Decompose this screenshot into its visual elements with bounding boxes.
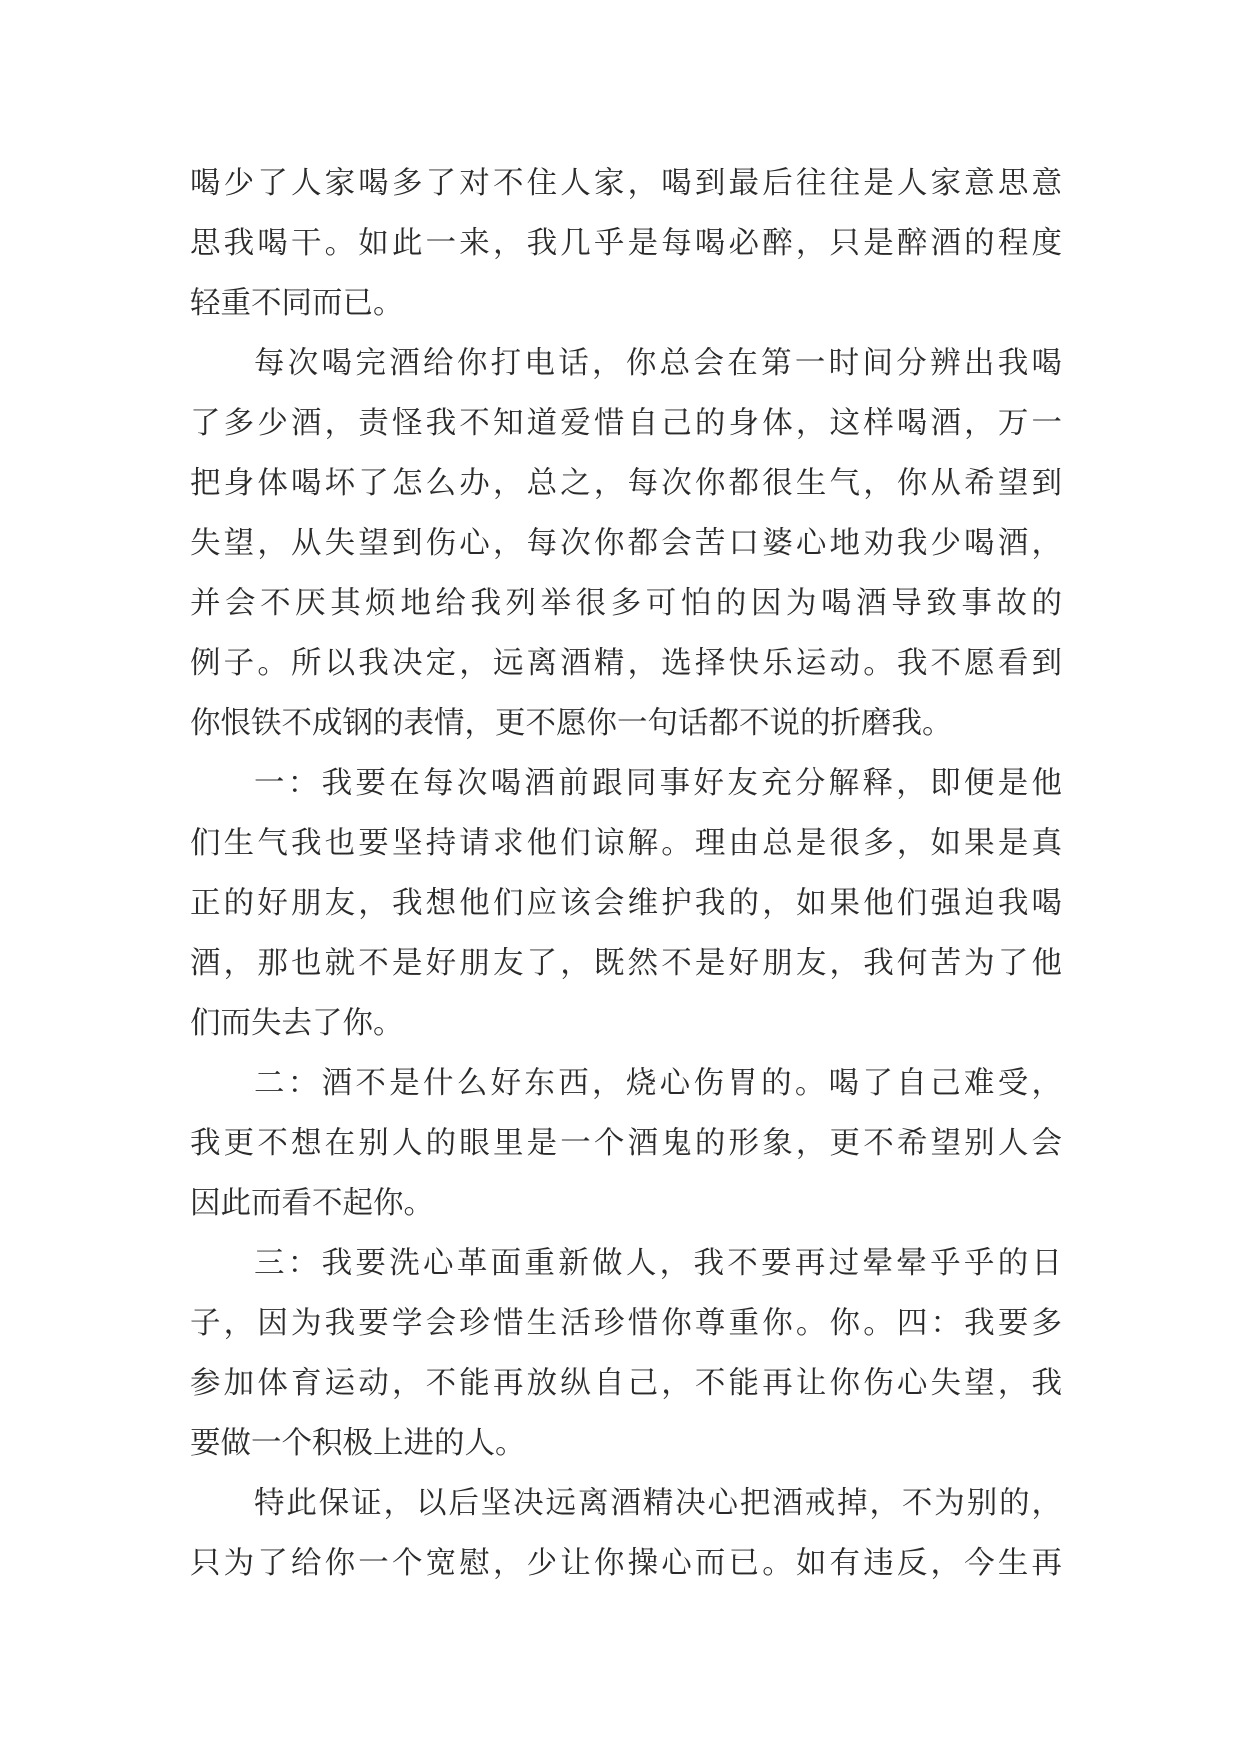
paragraph-first-line: 特此保证，以后坚决远离酒精决心把酒戒掉，不为别的， xyxy=(254,1486,1062,1521)
text-line: 把身体喝坏了怎么办，总之，每次你都很生气，你从希望到 xyxy=(190,466,1062,501)
document-body xyxy=(190,154,1062,1594)
text-line: 要做一个积极上进的人。 xyxy=(190,1426,526,1461)
text-line: 们生气我也要坚持请求他们谅解。理由总是很多，如果是真 xyxy=(190,826,1062,861)
text-line: 喝少了人家喝多了对不住人家，喝到最后往往是人家意思意 xyxy=(190,166,1062,201)
text-line: 例子。所以我决定，远离酒精，选择快乐运动。我不愿看到 xyxy=(190,646,1062,681)
text-line: 并会不厌其烦地给我列举很多可怕的因为喝酒导致事故的 xyxy=(190,586,1062,621)
text-line: 们而失去了你。 xyxy=(190,1006,404,1041)
text-line: 思我喝干。如此一来，我几乎是每喝必醉，只是醉酒的程度 xyxy=(190,226,1062,261)
text-line: 只为了给你一个宽慰，少让你操心而已。如有违反，今生再 xyxy=(190,1546,1062,1581)
paragraph-first-line: 二：酒不是什么好东西，烧心伤胃的。喝了自己难受， xyxy=(254,1066,1062,1101)
text-line: 子，因为我要学会珍惜生活珍惜你尊重你。你。四：我要多 xyxy=(190,1306,1062,1341)
text-line: 参加体育运动，不能再放纵自己，不能再让你伤心失望，我 xyxy=(190,1366,1062,1401)
paragraph-first-line: 每次喝完酒给你打电话，你总会在第一时间分辨出我喝 xyxy=(254,346,1062,381)
text-line: 你恨铁不成钢的表情，更不愿你一句话都不说的折磨我。 xyxy=(190,706,953,741)
text-line: 正的好朋友，我想他们应该会维护我的，如果他们强迫我喝 xyxy=(190,886,1062,921)
text-line: 我更不想在别人的眼里是一个酒鬼的形象，更不希望别人会 xyxy=(190,1126,1062,1161)
paragraph-first-line: 三：我要洗心革面重新做人，我不要再过晕晕乎乎的日 xyxy=(254,1246,1062,1281)
text-line: 失望，从失望到伤心，每次你都会苦口婆心地劝我少喝酒， xyxy=(190,526,1062,561)
text-line: 轻重不同而已。 xyxy=(190,286,404,321)
text-line: 酒，那也就不是好朋友了，既然不是好朋友，我何苦为了他 xyxy=(190,946,1062,981)
text-line: 因此而看不起你。 xyxy=(190,1186,434,1221)
text-line: 了多少酒，责怪我不知道爱惜自己的身体，这样喝酒，万一 xyxy=(190,406,1062,441)
paragraph-first-line: 一：我要在每次喝酒前跟同事好友充分解释，即便是他 xyxy=(254,766,1062,801)
